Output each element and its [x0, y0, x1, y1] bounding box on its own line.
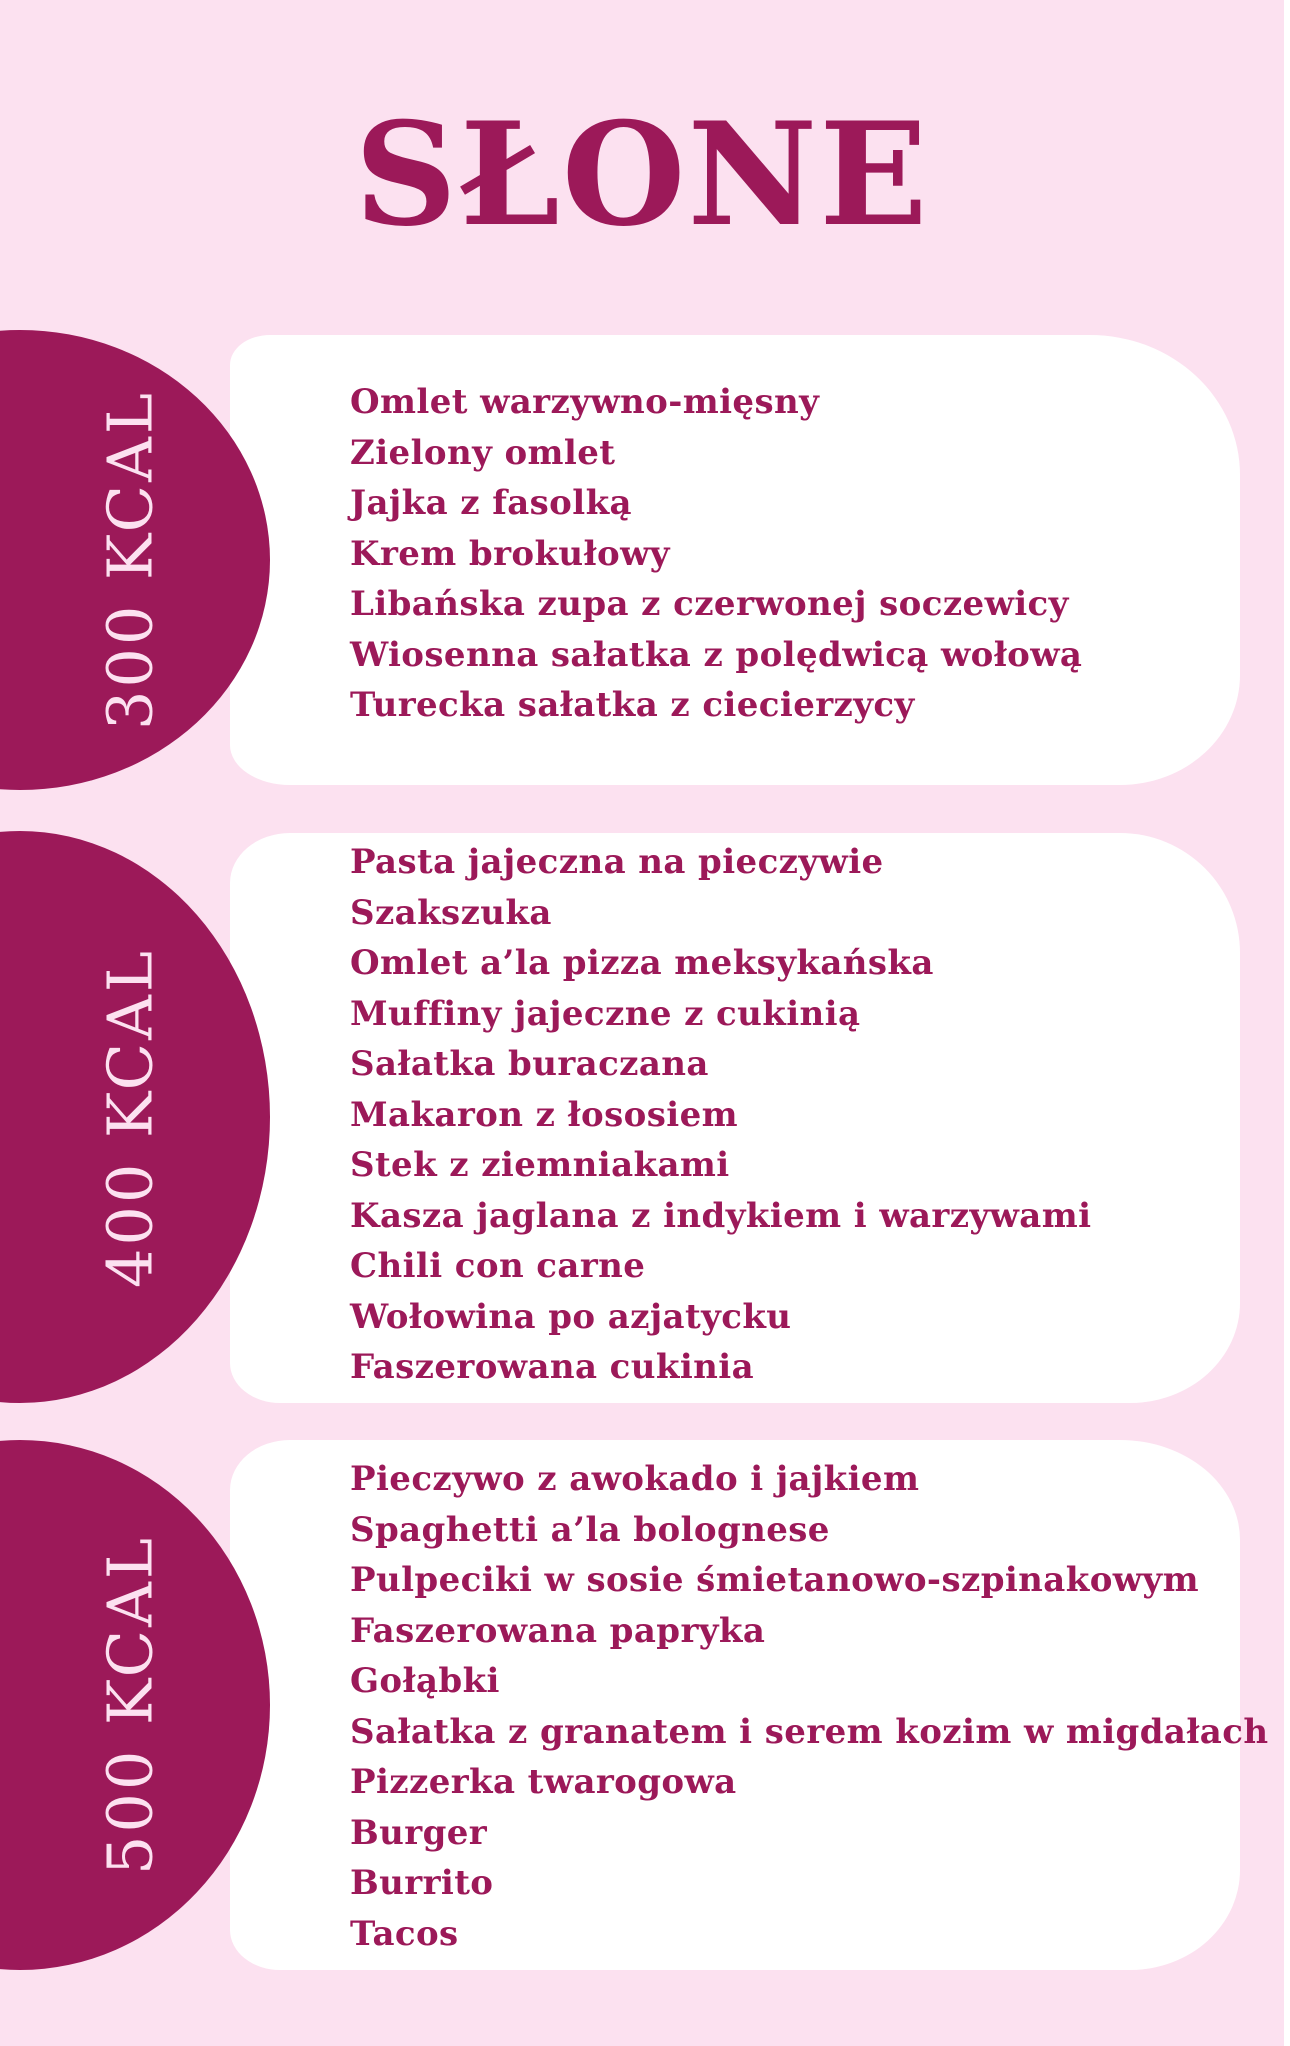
- dish-list: [350, 1454, 1268, 1959]
- list-item: Turecka sałatka z ciecierzycy: [350, 685, 915, 725]
- kcal-label: 500 KCAL: [93, 1534, 167, 1876]
- list-item: Sałatka z granatem i serem kozim w migdałach: [350, 1711, 1269, 1752]
- list-item: Burger: [350, 1812, 488, 1853]
- list-item: Libańska zupa z czerwonej soczewicy: [350, 584, 1069, 624]
- list-item: Faszerowana papryka: [350, 1610, 766, 1651]
- list-item: Burrito: [350, 1863, 494, 1903]
- page-title: SŁONE: [354, 92, 930, 258]
- list-item: Sałatka buraczana: [350, 1044, 709, 1084]
- list-item: Szakszuka: [350, 892, 552, 933]
- list-item: Gołąbki: [350, 1661, 500, 1701]
- list-item: Pieczywo z awokado i jajkiem: [350, 1459, 920, 1499]
- dish-list: [350, 377, 1082, 731]
- dish-list: [350, 837, 1091, 1393]
- section-400-kcal: [0, 833, 1284, 1403]
- list-item: Zielony omlet: [350, 432, 616, 473]
- list-item: Wołowina po azjatycku: [350, 1296, 792, 1337]
- kcal-label: 300 KCAL: [93, 389, 167, 731]
- list-item: Kasza jaglana z indykiem i warzywami: [350, 1195, 1092, 1236]
- section-500-kcal: [0, 1440, 1284, 1970]
- list-item: Stek z ziemniakami: [350, 1145, 730, 1185]
- list-item: Pizzerka twarogowa: [350, 1762, 737, 1802]
- list-item: Pulpeciki w sosie śmietanowo-szpinakowym: [350, 1560, 1199, 1600]
- list-item: Chili con carne: [350, 1246, 646, 1286]
- list-item: Tacos: [350, 1913, 459, 1954]
- kcal-label: 400 KCAL: [93, 947, 167, 1289]
- section-300-kcal: [0, 335, 1284, 785]
- list-item: Krem brokułowy: [350, 533, 670, 574]
- list-item: Omlet warzywno-mięsny: [350, 382, 820, 422]
- list-item: Omlet a’la pizza meksykańska: [350, 943, 934, 983]
- list-item: Jajka z fasolką: [350, 483, 632, 523]
- list-item: Wiosenna sałatka z polędwicą wołową: [350, 634, 1083, 675]
- list-item: Faszerowana cukinia: [350, 1347, 755, 1387]
- list-item: Muffiny jajeczne z cukinią: [350, 993, 861, 1034]
- list-item: Makaron z łososiem: [350, 1094, 738, 1135]
- list-item: Spaghetti a’la bolognese: [350, 1509, 830, 1550]
- page-edge: [1284, 0, 1290, 2046]
- list-item: Pasta jajeczna na pieczywie: [350, 842, 884, 882]
